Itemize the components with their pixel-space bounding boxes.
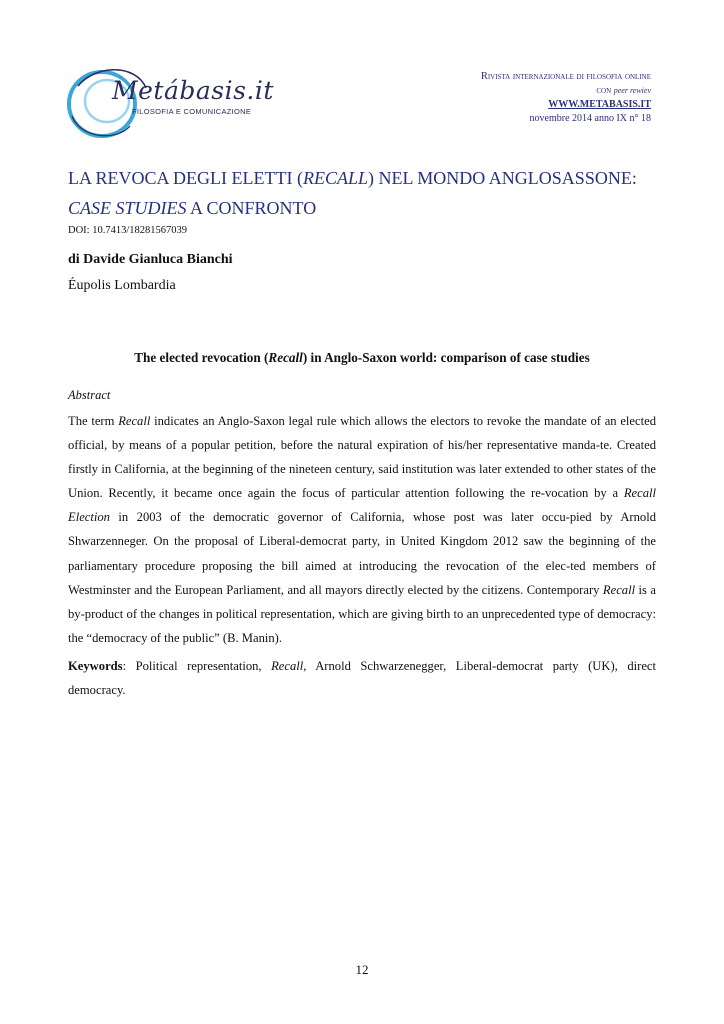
page-number: 12 [355, 962, 369, 977]
author-name: di Davide Gianluca Bianchi [68, 252, 233, 267]
abstract-heading: Abstract [68, 388, 111, 402]
journal-header [481, 70, 651, 126]
journal-name: Rivista internazionale di filosofia online [480, 71, 651, 82]
doi[interactable]: DOI: 10.7413/18281567039 [68, 225, 187, 236]
abstract-text: The term Recall indicates an Anglo-Saxon legal rule which allows the electors to revoke the mandate of an elected official, by means of a popular petition, before the natural expiration of his/her representative manda-te. Created firstly in California, at the beginning of the nineteen century, said institution was later extended to other states of the Union. Recently, it became once again the focus of particular attention following the re-vocation by a Recall Election in 2003 of the democratic governor of California, whose post was later occu-pied by Arnold Shwarzenneger. On the proposal of Liberal-democrat party, in United Kingdom 2012 saw the beginning of the parliamentary procedure proposing the bill aimed at introducing the revocation of the elec-ted members of Westminster and the European Parliament, and all mayors directly elected by the citizens. Contemporary Recall is a by-product of the changes in political representation, which are giving birth to an unprecedented type of democracy: the “democracy of the public” (B. Manin). [68, 414, 656, 645]
english-title: The elected revocation (Recall) in Anglo-Saxon world: comparison of case studies [134, 350, 590, 365]
journal-logo [66, 66, 274, 140]
logo-subtitle: FILOSOFIA E COMUNICAZIONE [132, 107, 252, 116]
logo-wordmark: Metábasis.it [112, 76, 274, 105]
peer-review-line: con peer rewiev [596, 85, 651, 96]
journal-website-link[interactable]: WWW.METABASIS.IT [548, 99, 651, 110]
issue-info: novembre 2014 anno IX n° 18 [529, 113, 651, 124]
keywords: Keywords: Political representation, Recall, Arnold Schwarzenegger, Liberal-democrat party (UK), direct democracy. [68, 659, 656, 698]
article-title: LA REVOCA DEGLI ELETTI (RECALL) NEL MONDO ANGLOSASSONE: CASE STUDIES A CONFRONTO [68, 168, 637, 218]
author-affiliation: Éupolis Lombardia [68, 278, 176, 293]
